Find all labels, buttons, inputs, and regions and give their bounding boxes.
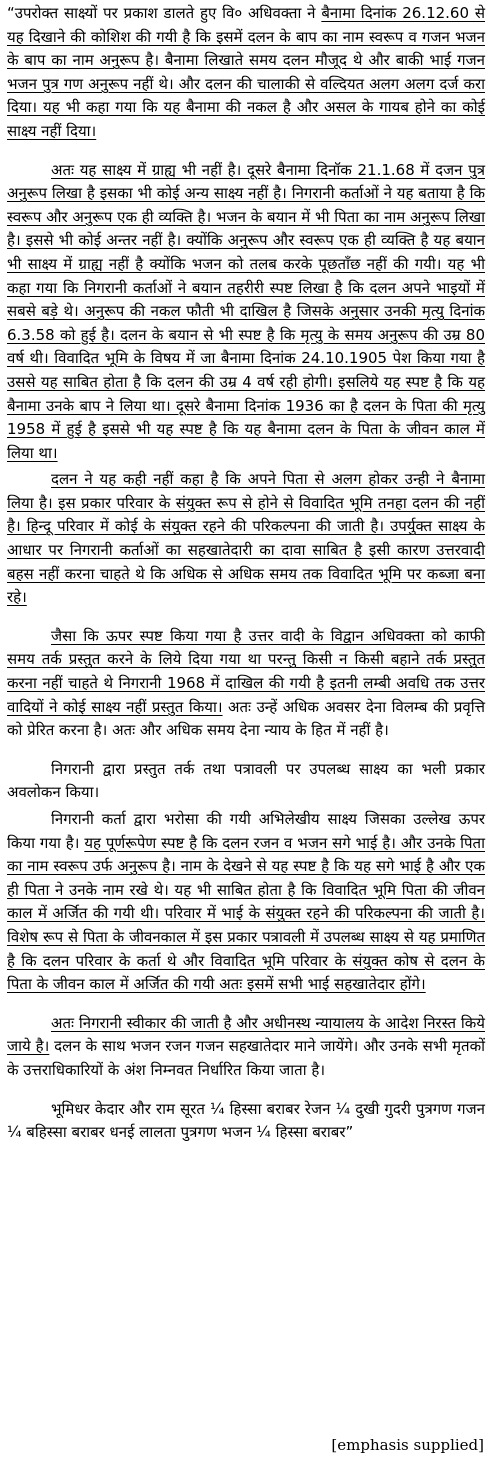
paragraph-3 bbox=[7, 468, 485, 610]
body-text: दलन के साथ भजन रजन गजन सहखातेदार माने जायेंगे। और उनके सभी मृतकों के उत्तराधिकारियों के अंश निम्नवत निर्धारित किया जाता है। bbox=[7, 1037, 485, 1079]
emphasis-note: [emphasis supplied] bbox=[331, 1436, 484, 1454]
body-text: भूमिधर केदार और राम सूरत ¼ हिस्सा बराबर रेजन ¼ दुखी गुदरी पुत्रगण गजन ¼ बहिस्सा बराबर धनई लालता पुत्रगण भजन ¼ हिस्सा बराबर” bbox=[7, 1099, 485, 1142]
paragraph-7 bbox=[7, 1012, 485, 1083]
emphasized-text: यह पूर्णरूपेण स्पष्ट है कि दलन रजन व भजन सगे भाई है। और उनके पिता का नाम स्वरूप उर्फ अनुरूप है। नाम के देखने से यह स्पष्ट है कि यह सगे भाई है और एक ही पिता ने उनके नाम रखे थे। यह भी साबित होता है कि विवादित भूमि पिता की जीवन काल में अर्जित की गयी थी। परिवार में भाई के संयुक्त रहने की परिकल्पना की जाती है। विशेष रूप से पिता के जीवनकाल में इस प्रकार पत्रावली में उपलब्ध साक्ष्य से यह प्रमाणित है कि दलन परिवार के कर्ता थे और विवादित भूमि परिवार के संयुक्त कोष से दलन के पिता के जीवन काल में अर्जित की गयी अतः इसमें सभी भाई सहखातेदार होंगे। bbox=[7, 833, 485, 994]
paragraph-1 bbox=[7, 2, 485, 144]
body-text: “उपरोक्त साक्ष्यों पर प्रकाश डालते हुए वि० अधिवक्ता ने bbox=[7, 4, 322, 22]
body-text: अतः उन्हें अधिक अवसर देना विलम्ब की प्रवृत्ति को प्रेरित करना है। अतः और अधिक समय देना न्याय के हित में नहीं है। bbox=[7, 697, 486, 740]
paragraph-4 bbox=[7, 625, 485, 743]
paragraph-8 bbox=[7, 1098, 485, 1145]
emphasized-text: दलन ने यह कही नहीं कहा है कि अपने पिता से अलग होकर उन्ही ने बैनामा लिया है। इस प्रकार परिवार के संयुक्त रूप से होने से विवादित भूमि तनहा दलन की नहीं है। हिन्दू परिवार में कोई के संयुक्त रहने की परिकल्पना की जाती है। उपर्युक्त साक्ष्य के आधार पर निगरानी कर्ताओं का सहखातेदारी का दावा साबित है इसी कारण उत्तरवादी बहस नहीं करना चाहते थे कि अधिक से अधिक समय तक विवादित भूमि पर कब्जा बना रहे। bbox=[7, 470, 485, 607]
body-text: निगरानी कर्ता द्वारा भरोसा की गयी अभिलेखीय साक्ष्य जिसका उल्लेख ऊपर किया गया है। bbox=[7, 810, 485, 852]
emphasized-text: अतः निगरानी स्वीकार की जाती है और अधीनस्थ न्यायालय के आदेश निरस्त किये जाये है। bbox=[7, 1013, 485, 1056]
emphasized-text: बैनामा लिखाते समय दलन मौजूद थे और बाकी भाई गजन भजन पुत्र गण अनुरूप नहीं थे। और दलन की चालाकी से वल्दियत अलग अलग दर्ज करा दिया। यह भी कहा गया कि यह बैनामा की नकल है और असल के गायब होने का कोई साक्ष्य नहीं दिया। bbox=[7, 51, 485, 140]
paragraph-2 bbox=[7, 159, 485, 466]
paragraph-5 bbox=[7, 758, 485, 805]
body-text: निगरानी द्वारा प्रस्तुत तर्क तथा पत्रावली पर उपलब्ध साक्ष्य का भली प्रकार अवलोकन किया। bbox=[7, 759, 485, 802]
paragraph-6 bbox=[7, 808, 485, 997]
emphasized-text: जैसा कि ऊपर स्पष्ट किया गया है उत्तर वादी के विद्वान अधिवक्ता को काफी समय तर्क प्रस्तुत करने के लिये दिया गया था परन्तु किसी न किसी बहाने तर्क प्रस्तुत करना नहीं चाहते थे निगरानी 1968 में दाखिल की गयी है इतनी लम्बी अवधि तक उत्तर वादियों ने कोई साक्ष्य नहीं प्रस्तुत किया। bbox=[7, 626, 485, 716]
emphasized-text: अतः यह साक्ष्य में ग्राह्य भी नहीं है। दूसरे बैनामा दिनॉक 21.1.68 में दजन पुत्र अनुरूप लिखा है इसका भी कोई अन्य साक्ष्य नहीं है। निगरानी कर्ताओं ने यह बताया है कि स्वरूप और अनुरूप एक ही व्यक्ति है। भजन के बयान में भी पिता का नाम अनुरूप लिखा है। इससे भी कोई अन्तर नहीं है। क्योंकि अनुरूप और स्वरूप एक ही व्यक्ति है यह बयान भी साक्ष्य में ग्राह्य नहीं है क्योंकि भजन को तलब करके पूछताँछ नहीं की गयी। यह भी कहा गया कि निगरानी कर्ताओं ने बयान तहरीरी स्पष्ट लिखा है कि दलन अपने भाइयों में सबसे बड़े थे। अनुरूप की नकल फौती भी दाखिल है जिसके अनुसार उनकी मृत्यु दिनांक 6.3.58 को हुई है। दलन के बयान से भी स्पष्ट है कि मृत्यु के समय अनुरूप की उम्र 80 वर्ष थी। विवादित भूमि के विषय में जा बैनामा दिनांक 24.10.1905 पेश किया गया है उससे यह साबित होता है कि दलन की उम्र 4 वर्ष रही होगी। इसलिये यह स्पष्ट है कि यह बैनामा उनके बाप ने लिया था। दूसरे बैनामा दिनांक 1936 का है दलन के पिता की मृत्यु 1958 में हुई है इससे भी यह स्पष्ट है कि यह बैनामा दलन के पिता के जीवन काल में लिया था। bbox=[7, 160, 485, 462]
emphasized-text: बैनामा दिनांक 26.12.60 से यह दिखाने की कोशिश की गयी है कि इसमें दलन के बाप का नाम स्वरूप व गजन भजन के बाप का नाम अनुरूप है। bbox=[7, 4, 485, 70]
